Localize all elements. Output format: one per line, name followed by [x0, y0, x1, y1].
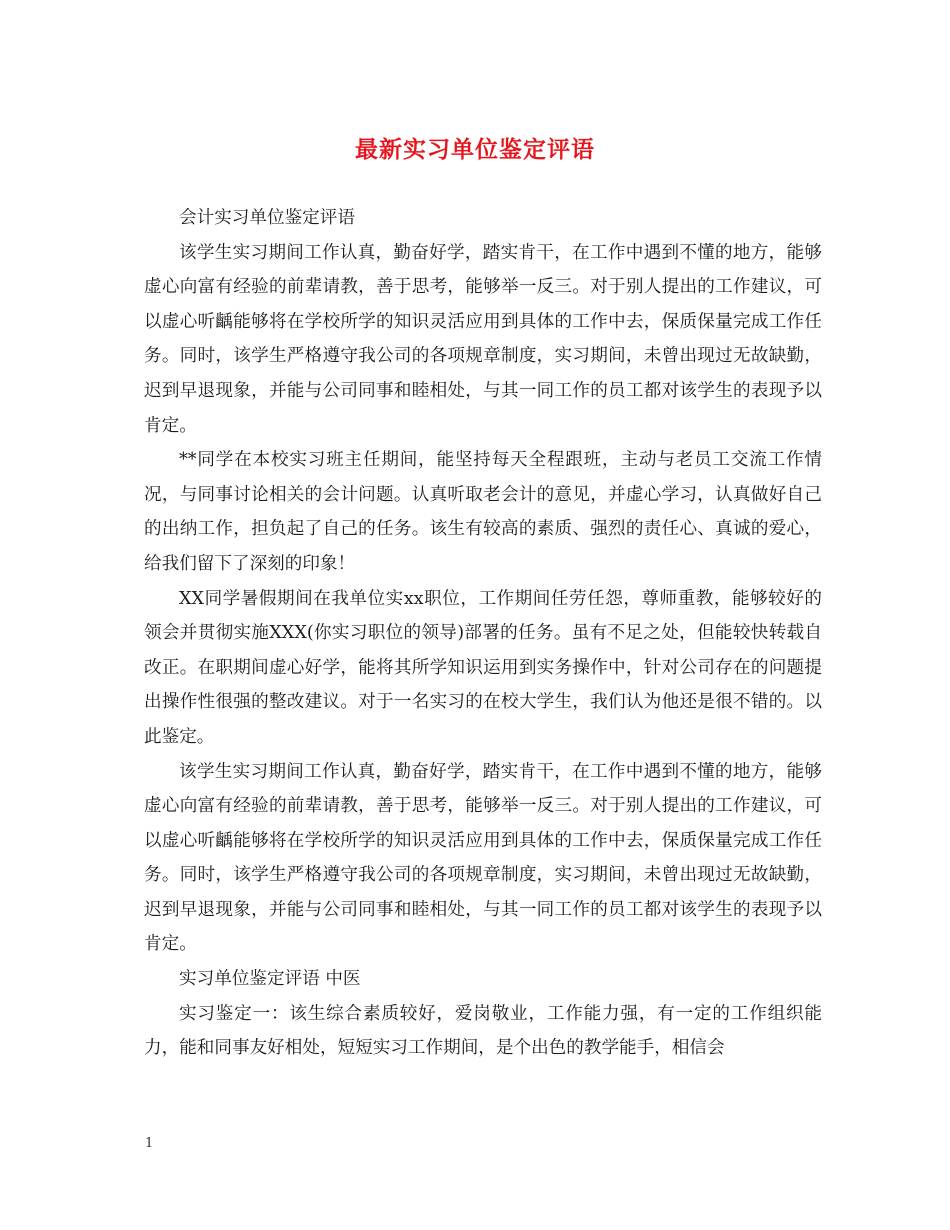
paragraph: 实习鉴定一：该生综合素质较好，爱岗敬业，工作能力强，有一定的工作组织能力，能和同事友好相处，短短实习工作期间，是个出色的教学能手，相信会 [144, 1003, 822, 1059]
paragraph: 该学生实习期间工作认真，勤奋好学，踏实肯干，在工作中遇到不懂的地方，能够虚心向富有经验的前辈请教，善于思考，能够举一反三。对于别人提出的工作建议，可以虚心听齲能够将在学校所学的知识灵活应用到具体的工作中去，保质保量完成工作任务。同时，该学生严格遵守我公司的各项规章制度，实习期间，未曾出现过无故缺勤，迟到早退现象，并能与公司同事和睦相处，与其一同工作的员工都对该学生的表现予以肯定。 [144, 242, 822, 436]
document-title: 最新实习单位鉴定评语 [355, 136, 595, 163]
page-number: 1 [145, 1136, 154, 1151]
section-heading: 会计实习单位鉴定评语 [179, 208, 355, 228]
paragraph: XX同学暑假期间在我单位实xx职位，工作期间任劳任怨，尊师重教，能够较好的领会并贯彻实施XXX(你实习职位的领导)部署的任务。虽有不足之处，但能较快转载自 改正。在职期间虚心好学，能将其所学知识运用到实务操作中，针对公司存在的问题提出操作性很强的整改建议。对于一名实习的在校大学生，我们认为他还是很不错的。以此鉴定。 [144, 588, 822, 747]
section-heading: 实习单位鉴定评语 中医 [179, 969, 361, 990]
paragraph: 该学生实习期间工作认真，勤奋好学，踏实肯干，在工作中遇到不懂的地方，能够虚心向富有经验的前辈请教，善于思考，能够举一反三。对于别人提出的工作建议，可以虚心听齲能够将在学校所学的知识灵活应用到具体的工作中去，保质保量完成工作任务。同时，该学生严格遵守我公司的各项规章制度，实习期间，未曾出现过无故缺勤，迟到早退现象，并能与公司同事和睦相处，与其一同工作的员工都对该学生的表现予以肯定。 [144, 761, 822, 955]
paragraph: **同学在本校实习班主任期间，能坚持每天全程跟班，主动与老员工交流工作情况，与同事讨论相关的会计问题。认真听取老会计的意见，并虚心学习，认真做好自己的出纳工作，担负起了自己的任务。该生有较高的素质、强烈的责任心、真诚的爱心，给我们留下了深刻的印象！ [144, 450, 822, 574]
document-body [144, 201, 822, 1066]
